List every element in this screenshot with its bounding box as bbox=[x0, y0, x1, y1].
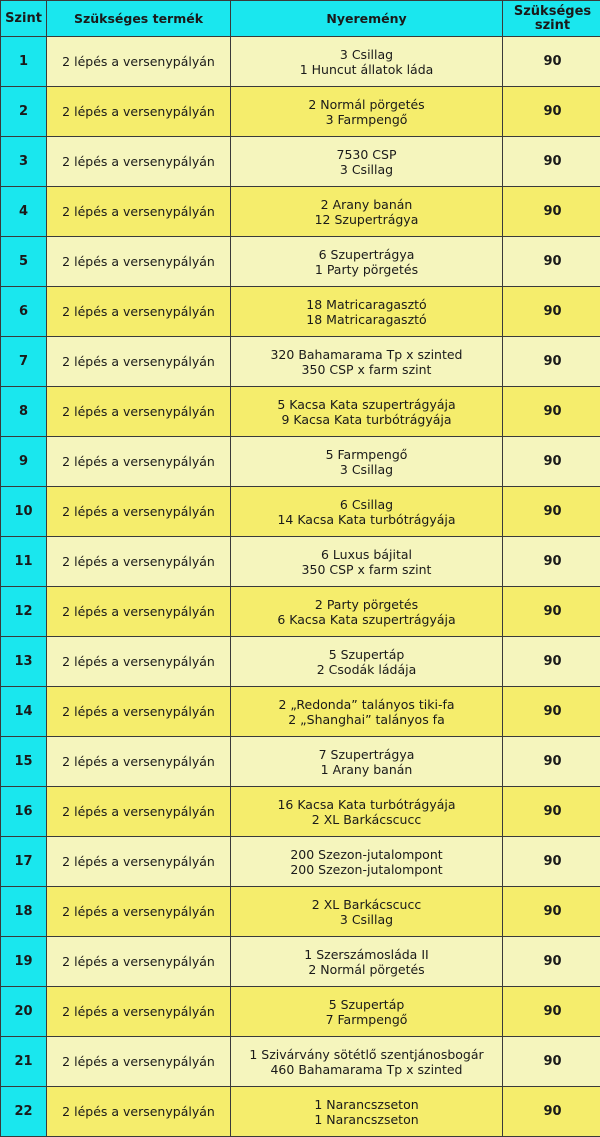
required-item-cell: 2 lépés a versenypályán bbox=[47, 887, 231, 937]
prize-line: 2 XL Barkácscucc bbox=[311, 896, 422, 912]
level-cell: 6 bbox=[1, 287, 47, 337]
table-row bbox=[1, 637, 600, 687]
table-body bbox=[1, 37, 600, 1137]
prize-line: 2 Normál pörgetés bbox=[308, 961, 425, 977]
prize-cell bbox=[231, 937, 503, 987]
prize-cell bbox=[231, 287, 503, 337]
prize-line: 1 Arany banán bbox=[320, 761, 413, 777]
table-row bbox=[1, 237, 600, 287]
required-item-cell: 2 lépés a versenypályán bbox=[47, 87, 231, 137]
required-item-cell: 2 lépés a versenypályán bbox=[47, 937, 231, 987]
required-level-cell: 90 bbox=[503, 587, 600, 637]
prize-cell bbox=[231, 137, 503, 187]
prize-line: 16 Kacsa Kata turbótrágyája bbox=[277, 796, 456, 812]
table-row bbox=[1, 287, 600, 337]
required-item-cell: 2 lépés a versenypályán bbox=[47, 637, 231, 687]
prize-cell bbox=[231, 237, 503, 287]
prize-line: 1 Szerszámosláda II bbox=[304, 946, 429, 962]
prize-cell bbox=[231, 1087, 503, 1137]
required-item-cell: 2 lépés a versenypályán bbox=[47, 337, 231, 387]
required-level-cell: 90 bbox=[503, 137, 600, 187]
prize-cell bbox=[231, 587, 503, 637]
level-cell: 10 bbox=[1, 487, 47, 537]
prize-cell bbox=[231, 787, 503, 837]
required-item-cell: 2 lépés a versenypályán bbox=[47, 287, 231, 337]
table-row bbox=[1, 387, 600, 437]
prize-line: 7 Szupertrágya bbox=[318, 746, 415, 762]
prize-line: 2 Party pörgetés bbox=[314, 596, 419, 612]
level-cell: 1 bbox=[1, 37, 47, 87]
required-item-cell: 2 lépés a versenypályán bbox=[47, 187, 231, 237]
level-cell: 4 bbox=[1, 187, 47, 237]
prize-cell bbox=[231, 537, 503, 587]
required-level-cell: 90 bbox=[503, 937, 600, 987]
prize-cell bbox=[231, 687, 503, 737]
header-row bbox=[1, 1, 600, 37]
level-cell: 11 bbox=[1, 537, 47, 587]
level-cell: 2 bbox=[1, 87, 47, 137]
prize-cell bbox=[231, 187, 503, 237]
prize-cell bbox=[231, 87, 503, 137]
level-cell: 20 bbox=[1, 987, 47, 1037]
prize-line: 18 Matricaragasztó bbox=[306, 296, 427, 312]
prize-line: 5 Kacsa Kata szupertrágyája bbox=[277, 396, 456, 412]
required-level-cell: 90 bbox=[503, 487, 600, 537]
required-level-cell: 90 bbox=[503, 1087, 600, 1137]
level-cell: 9 bbox=[1, 437, 47, 487]
required-level-cell: 90 bbox=[503, 1037, 600, 1087]
level-cell: 18 bbox=[1, 887, 47, 937]
level-cell: 5 bbox=[1, 237, 47, 287]
level-cell: 19 bbox=[1, 937, 47, 987]
prize-line: 2 Csodák ládája bbox=[316, 661, 417, 677]
table-row bbox=[1, 87, 600, 137]
required-item-cell: 2 lépés a versenypályán bbox=[47, 987, 231, 1037]
prize-line: 2 „Shanghai” talányos fa bbox=[288, 711, 445, 727]
required-item-cell: 2 lépés a versenypályán bbox=[47, 387, 231, 437]
level-cell: 12 bbox=[1, 587, 47, 637]
header-required-level bbox=[503, 1, 600, 37]
prize-line: 2 XL Barkácscucc bbox=[311, 811, 422, 827]
level-cell: 17 bbox=[1, 837, 47, 887]
table-row bbox=[1, 737, 600, 787]
prize-cell bbox=[231, 987, 503, 1037]
prize-line: 2 Normál pörgetés bbox=[308, 96, 425, 112]
prize-line: 350 CSP x farm szint bbox=[301, 361, 432, 377]
required-item-cell: 2 lépés a versenypályán bbox=[47, 237, 231, 287]
prize-line: 3 Csillag bbox=[339, 161, 394, 177]
level-cell: 21 bbox=[1, 1037, 47, 1087]
required-level-cell: 90 bbox=[503, 637, 600, 687]
table-row bbox=[1, 787, 600, 837]
required-level-cell: 90 bbox=[503, 787, 600, 837]
table-row bbox=[1, 687, 600, 737]
level-cell: 8 bbox=[1, 387, 47, 437]
table-row bbox=[1, 987, 600, 1037]
prize-line: 200 Szezon-jutalompont bbox=[290, 846, 443, 862]
header-level: Szint bbox=[1, 1, 47, 37]
table-row bbox=[1, 1037, 600, 1087]
required-item-cell: 2 lépés a versenypályán bbox=[47, 687, 231, 737]
prize-line: 1 Huncut állatok láda bbox=[299, 61, 434, 77]
prize-line: 320 Bahamarama Tp x szinted bbox=[270, 346, 463, 362]
prize-line: 3 Csillag bbox=[339, 911, 394, 927]
prize-cell bbox=[231, 387, 503, 437]
prize-cell bbox=[231, 637, 503, 687]
required-level-cell: 90 bbox=[503, 287, 600, 337]
prize-line: 460 Bahamarama Tp x szinted bbox=[270, 1061, 463, 1077]
prize-line: 1 Party pörgetés bbox=[314, 261, 419, 277]
header-required-level-line2: szint bbox=[534, 17, 571, 33]
required-item-cell: 2 lépés a versenypályán bbox=[47, 837, 231, 887]
prize-line: 3 Farmpengő bbox=[325, 111, 408, 127]
prize-line: 14 Kacsa Kata turbótrágyája bbox=[277, 511, 456, 527]
table-row bbox=[1, 187, 600, 237]
prize-line: 350 CSP x farm szint bbox=[301, 561, 432, 577]
level-cell: 14 bbox=[1, 687, 47, 737]
required-level-cell: 90 bbox=[503, 837, 600, 887]
required-item-cell: 2 lépés a versenypályán bbox=[47, 1087, 231, 1137]
required-level-cell: 90 bbox=[503, 737, 600, 787]
prize-line: 5 Szupertáp bbox=[328, 646, 405, 662]
prize-cell bbox=[231, 337, 503, 387]
required-item-cell: 2 lépés a versenypályán bbox=[47, 37, 231, 87]
required-level-cell: 90 bbox=[503, 337, 600, 387]
prize-line: 3 Csillag bbox=[339, 461, 394, 477]
prize-cell bbox=[231, 37, 503, 87]
table-row bbox=[1, 487, 600, 537]
table-row bbox=[1, 337, 600, 387]
required-item-cell: 2 lépés a versenypályán bbox=[47, 787, 231, 837]
required-item-cell: 2 lépés a versenypályán bbox=[47, 587, 231, 637]
table-row bbox=[1, 837, 600, 887]
required-item-cell: 2 lépés a versenypályán bbox=[47, 1037, 231, 1087]
prize-line: 6 Szupertrágya bbox=[318, 246, 415, 262]
prize-line: 5 Szupertáp bbox=[328, 996, 405, 1012]
level-cell: 7 bbox=[1, 337, 47, 387]
required-item-cell: 2 lépés a versenypályán bbox=[47, 537, 231, 587]
required-level-cell: 90 bbox=[503, 387, 600, 437]
level-cell: 3 bbox=[1, 137, 47, 187]
prize-line: 1 Narancszseton bbox=[314, 1111, 419, 1127]
required-item-cell: 2 lépés a versenypályán bbox=[47, 487, 231, 537]
table-row bbox=[1, 937, 600, 987]
prize-line: 2 „Redonda” talányos tiki-fa bbox=[278, 696, 455, 712]
table-row bbox=[1, 437, 600, 487]
prize-line: 6 Kacsa Kata szupertrágyája bbox=[277, 611, 456, 627]
table-row bbox=[1, 1087, 600, 1137]
header-prize: Nyeremény bbox=[231, 1, 503, 37]
level-cell: 15 bbox=[1, 737, 47, 787]
prize-line: 3 Csillag bbox=[339, 46, 394, 62]
required-level-cell: 90 bbox=[503, 887, 600, 937]
prize-line: 7530 CSP bbox=[336, 146, 397, 162]
prize-line: 18 Matricaragasztó bbox=[306, 311, 427, 327]
header-required-level-line1: Szükséges bbox=[513, 3, 592, 19]
required-level-cell: 90 bbox=[503, 187, 600, 237]
prize-cell bbox=[231, 887, 503, 937]
required-level-cell: 90 bbox=[503, 37, 600, 87]
prize-line: 9 Kacsa Kata turbótrágyája bbox=[281, 411, 452, 427]
prize-cell bbox=[231, 487, 503, 537]
prize-cell bbox=[231, 1037, 503, 1087]
prize-cell bbox=[231, 437, 503, 487]
table-row bbox=[1, 887, 600, 937]
required-level-cell: 90 bbox=[503, 87, 600, 137]
required-item-cell: 2 lépés a versenypályán bbox=[47, 137, 231, 187]
level-cell: 22 bbox=[1, 1087, 47, 1137]
prize-line: 1 Szivárvány sötétlő szentjánosbogár bbox=[249, 1046, 484, 1062]
prize-line: 6 Luxus bájital bbox=[321, 546, 412, 562]
header-required-item: Szükséges termék bbox=[47, 1, 231, 37]
prize-line: 12 Szupertrágya bbox=[314, 211, 419, 227]
table-row bbox=[1, 37, 600, 87]
prize-line: 1 Narancszseton bbox=[314, 1096, 419, 1112]
required-item-cell: 2 lépés a versenypályán bbox=[47, 437, 231, 487]
level-cell: 13 bbox=[1, 637, 47, 687]
prize-cell bbox=[231, 737, 503, 787]
required-item-cell: 2 lépés a versenypályán bbox=[47, 737, 231, 787]
prize-line: 200 Szezon-jutalompont bbox=[290, 861, 443, 877]
table-row bbox=[1, 587, 600, 637]
required-level-cell: 90 bbox=[503, 237, 600, 287]
prize-cell bbox=[231, 837, 503, 887]
prize-line: 6 Csillag bbox=[339, 496, 394, 512]
required-level-cell: 90 bbox=[503, 437, 600, 487]
table-row bbox=[1, 537, 600, 587]
prize-line: 2 Arany banán bbox=[320, 196, 413, 212]
required-level-cell: 90 bbox=[503, 687, 600, 737]
required-level-cell: 90 bbox=[503, 537, 600, 587]
table-row bbox=[1, 137, 600, 187]
required-level-cell: 90 bbox=[503, 987, 600, 1037]
level-cell: 16 bbox=[1, 787, 47, 837]
prize-line: 5 Farmpengő bbox=[325, 446, 408, 462]
prize-line: 7 Farmpengő bbox=[325, 1011, 408, 1027]
